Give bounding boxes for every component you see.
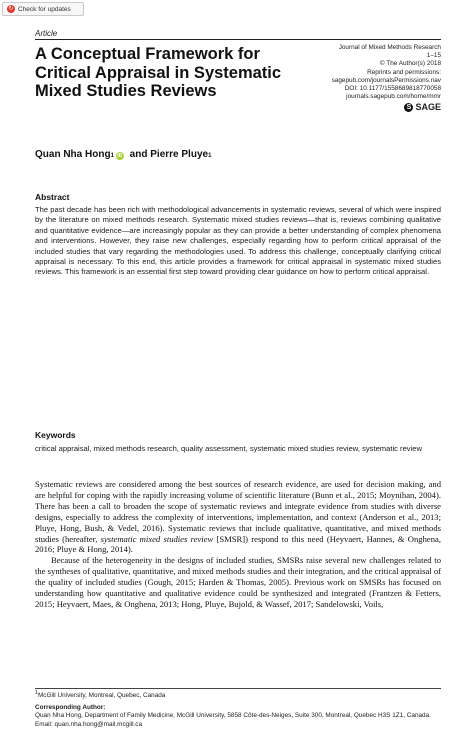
corresponding-author-address: Quan Nha Hong, Department of Family Medicine, McGill University, 5858 Côte-des-Neiges, Suite 300, Montreal, Quebec H3S 1Z1, Canada. bbox=[35, 712, 431, 720]
header-divider bbox=[35, 39, 441, 40]
check-for-updates-label: Check for updates bbox=[18, 5, 71, 13]
doi[interactable]: DOI: 10.1177/1558689818770058 bbox=[344, 85, 441, 93]
affiliation-marker: 1 bbox=[208, 153, 212, 159]
journal-home-link[interactable]: journals.sagepub.com/home/mmr bbox=[346, 93, 441, 101]
abstract-text: The past decade has been rich with methodological advancements in systematic reviews, several of which were inspired by the literature on mixed methods research. Systematic mixed studies reviews—that is, reviews combining qualitative and quantitative evidence—are increasingly popular as they can provide a better understanding of complex phenomena and interventions. However, they raise new challenges, especially regarding how to perform critical appraisal of the included studies that vary regarding the methodologies used. To address this challenge, conceptually clarifying critical appraisal is necessary. To this end, this article provides a framework for critical appraisal in systematic mixed studies reviews. This framework is an essential first step toward providing clear guidance on how to perform critical appraisal. bbox=[35, 205, 441, 277]
orcid-icon[interactable]: iD bbox=[117, 153, 123, 159]
page-range: 1–15 bbox=[426, 52, 441, 60]
abstract-heading: Abstract bbox=[35, 192, 70, 202]
footnote-affiliation: McGill University, Montreal, Quebec, Canada bbox=[37, 692, 166, 700]
sage-logo-text: SAGE bbox=[415, 102, 441, 113]
article-title: A Conceptual Framework for Critical Appraisal in Systematic Mixed Studies Reviews bbox=[35, 45, 282, 100]
affiliation-marker: 1 bbox=[110, 153, 114, 159]
sage-logo bbox=[281, 102, 441, 112]
body-text bbox=[35, 479, 441, 610]
footnote-divider bbox=[35, 688, 441, 689]
section-label: Article bbox=[35, 29, 58, 38]
keywords-text: critical appraisal, mixed methods research, quality assessment, systematic mixed studies review, systematic review bbox=[35, 444, 422, 453]
body-paragraph bbox=[35, 479, 441, 555]
corresponding-author-email[interactable]: Email: quan.nha.hong@mail.mcgill.ca bbox=[35, 720, 143, 728]
affiliation-footnote bbox=[35, 690, 165, 699]
body-paragraph: Because of the heterogeneity in the designs of included studies, SMSRs raise several new challenges related to the syntheses of qualitative, quantitative, and mixed methods studies and their integration, and the critical appraisal of the quality of included studies (Gough, 2015; Harden & Thomas, 2005). Previous work on SMSRs has focused on understanding how quantitative and qualitative evidence could be synthesized and integrated (Frantzen & Fetters, 2015; Heyvaert, Maes, & Onghena, 2013; Hong, Pluye, Bujold, & Wassef, 2017; Sandelowski, Voils, bbox=[35, 555, 441, 609]
copyright: © The Author(s) 2018 bbox=[379, 60, 441, 68]
author-line bbox=[35, 149, 211, 160]
reprints-label: Reprints and permissions: bbox=[367, 68, 441, 76]
body-p1-post: [SMSR]) respond to this need (Heyvaert, Hannes, & Onghena, 2016; Pluye & Hong, 2014). bbox=[35, 533, 441, 555]
body-p1-term: systematic mixed studies review bbox=[100, 533, 214, 544]
sage-s-icon: S bbox=[404, 103, 413, 112]
corresponding-author bbox=[35, 704, 441, 729]
author-name: Quan Nha Hong bbox=[35, 149, 111, 160]
permissions-link[interactable]: sagepub.com/journalsPermissions.nav bbox=[331, 76, 441, 84]
check-for-updates-badge[interactable] bbox=[2, 2, 84, 16]
body-p1-pre: Systematic reviews are considered among the best sources of research evidence, are used for decision making, and are helpful for coping with the rapidly increasing volume of scientific literature (Bunn et al., 2015; Moynihan, 2004). There has been a call to broaden the scope of systematic reviews and integrate evidence from studies with diverse designs, especially to address the complexity of interventions, implementation, and context (Anderson et al., 2013; Pluye, Hong, Bush, & Vedel, 2016). Systematic reviews that include qualitative, quantitative, and mixed methods studies (hereafter, bbox=[35, 479, 441, 544]
author-name: Pierre Pluye bbox=[150, 149, 209, 160]
keywords-heading: Keywords bbox=[35, 430, 76, 440]
update-icon: ↻ bbox=[8, 6, 14, 12]
author-connector: and bbox=[126, 149, 151, 160]
footnote-marker: 1 bbox=[35, 690, 38, 696]
journal-name: Journal of Mixed Methods Research bbox=[338, 44, 441, 51]
journal-info bbox=[281, 44, 441, 112]
corresponding-author-heading: Corresponding Author: bbox=[35, 704, 106, 711]
